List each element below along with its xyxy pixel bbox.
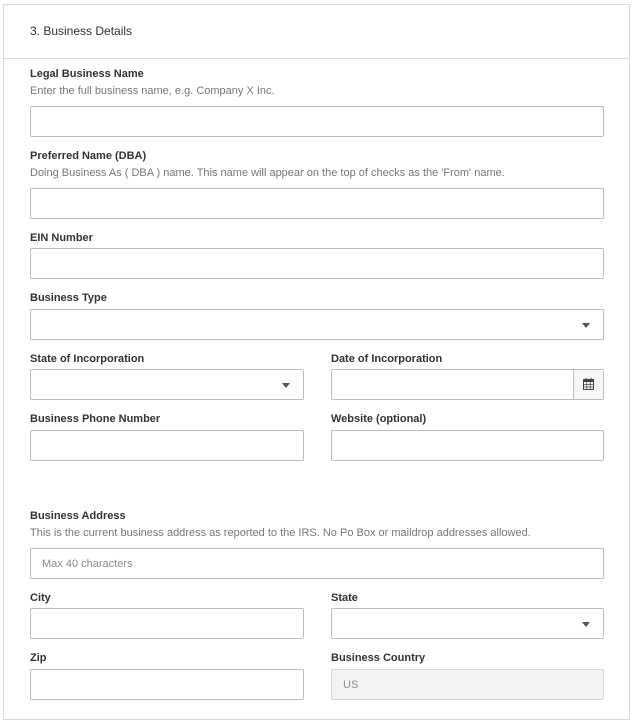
chevron-down-icon xyxy=(582,323,590,328)
website-label: Website (optional) xyxy=(331,413,427,425)
business-type-label: Business Type xyxy=(30,292,107,304)
date-of-incorporation-input[interactable] xyxy=(331,369,604,400)
state-select[interactable] xyxy=(331,608,604,639)
phone-label: Business Phone Number xyxy=(30,413,161,425)
business-country-value: US xyxy=(343,679,359,691)
business-address-input[interactable] xyxy=(30,548,604,579)
zip-input[interactable] xyxy=(30,669,304,700)
business-address-help: This is the current business address as reported to the IRS. No Po Box or maildrop addresses allowed. xyxy=(30,527,531,539)
date-of-incorporation-label: Date of Incorporation xyxy=(331,353,443,365)
city-label: City xyxy=(30,592,51,604)
state-of-incorporation-select[interactable] xyxy=(30,369,304,400)
business-address-placeholder: Max 40 characters xyxy=(42,558,133,570)
calendar-icon xyxy=(583,378,594,390)
state-of-incorporation-label: State of Incorporation xyxy=(30,353,145,365)
state-label: State xyxy=(331,592,358,604)
ein-label: EIN Number xyxy=(30,232,93,244)
business-type-select[interactable] xyxy=(30,309,604,340)
dba-label: Preferred Name (DBA) xyxy=(30,150,147,162)
section-title: 3. Business Details xyxy=(30,24,133,38)
card-header xyxy=(4,5,629,59)
dba-input[interactable] xyxy=(30,188,604,219)
business-address-label: Business Address xyxy=(30,510,126,522)
zip-label: Zip xyxy=(30,652,47,664)
business-details-card xyxy=(3,4,630,720)
dba-help: Doing Business As ( DBA ) name. This name will appear on the top of checks as the 'From' name. xyxy=(30,167,505,179)
website-input[interactable] xyxy=(331,430,604,461)
chevron-down-icon xyxy=(582,622,590,627)
calendar-button[interactable] xyxy=(573,370,603,399)
legal-name-input[interactable] xyxy=(30,106,604,137)
ein-input[interactable] xyxy=(30,248,604,279)
legal-name-label: Legal Business Name xyxy=(30,68,144,80)
city-input[interactable] xyxy=(30,608,304,639)
chevron-down-icon xyxy=(282,383,290,388)
business-country-label: Business Country xyxy=(331,652,426,664)
legal-name-help: Enter the full business name, e.g. Company X Inc. xyxy=(30,85,275,97)
phone-input[interactable] xyxy=(30,430,304,461)
business-country-input xyxy=(331,669,604,700)
